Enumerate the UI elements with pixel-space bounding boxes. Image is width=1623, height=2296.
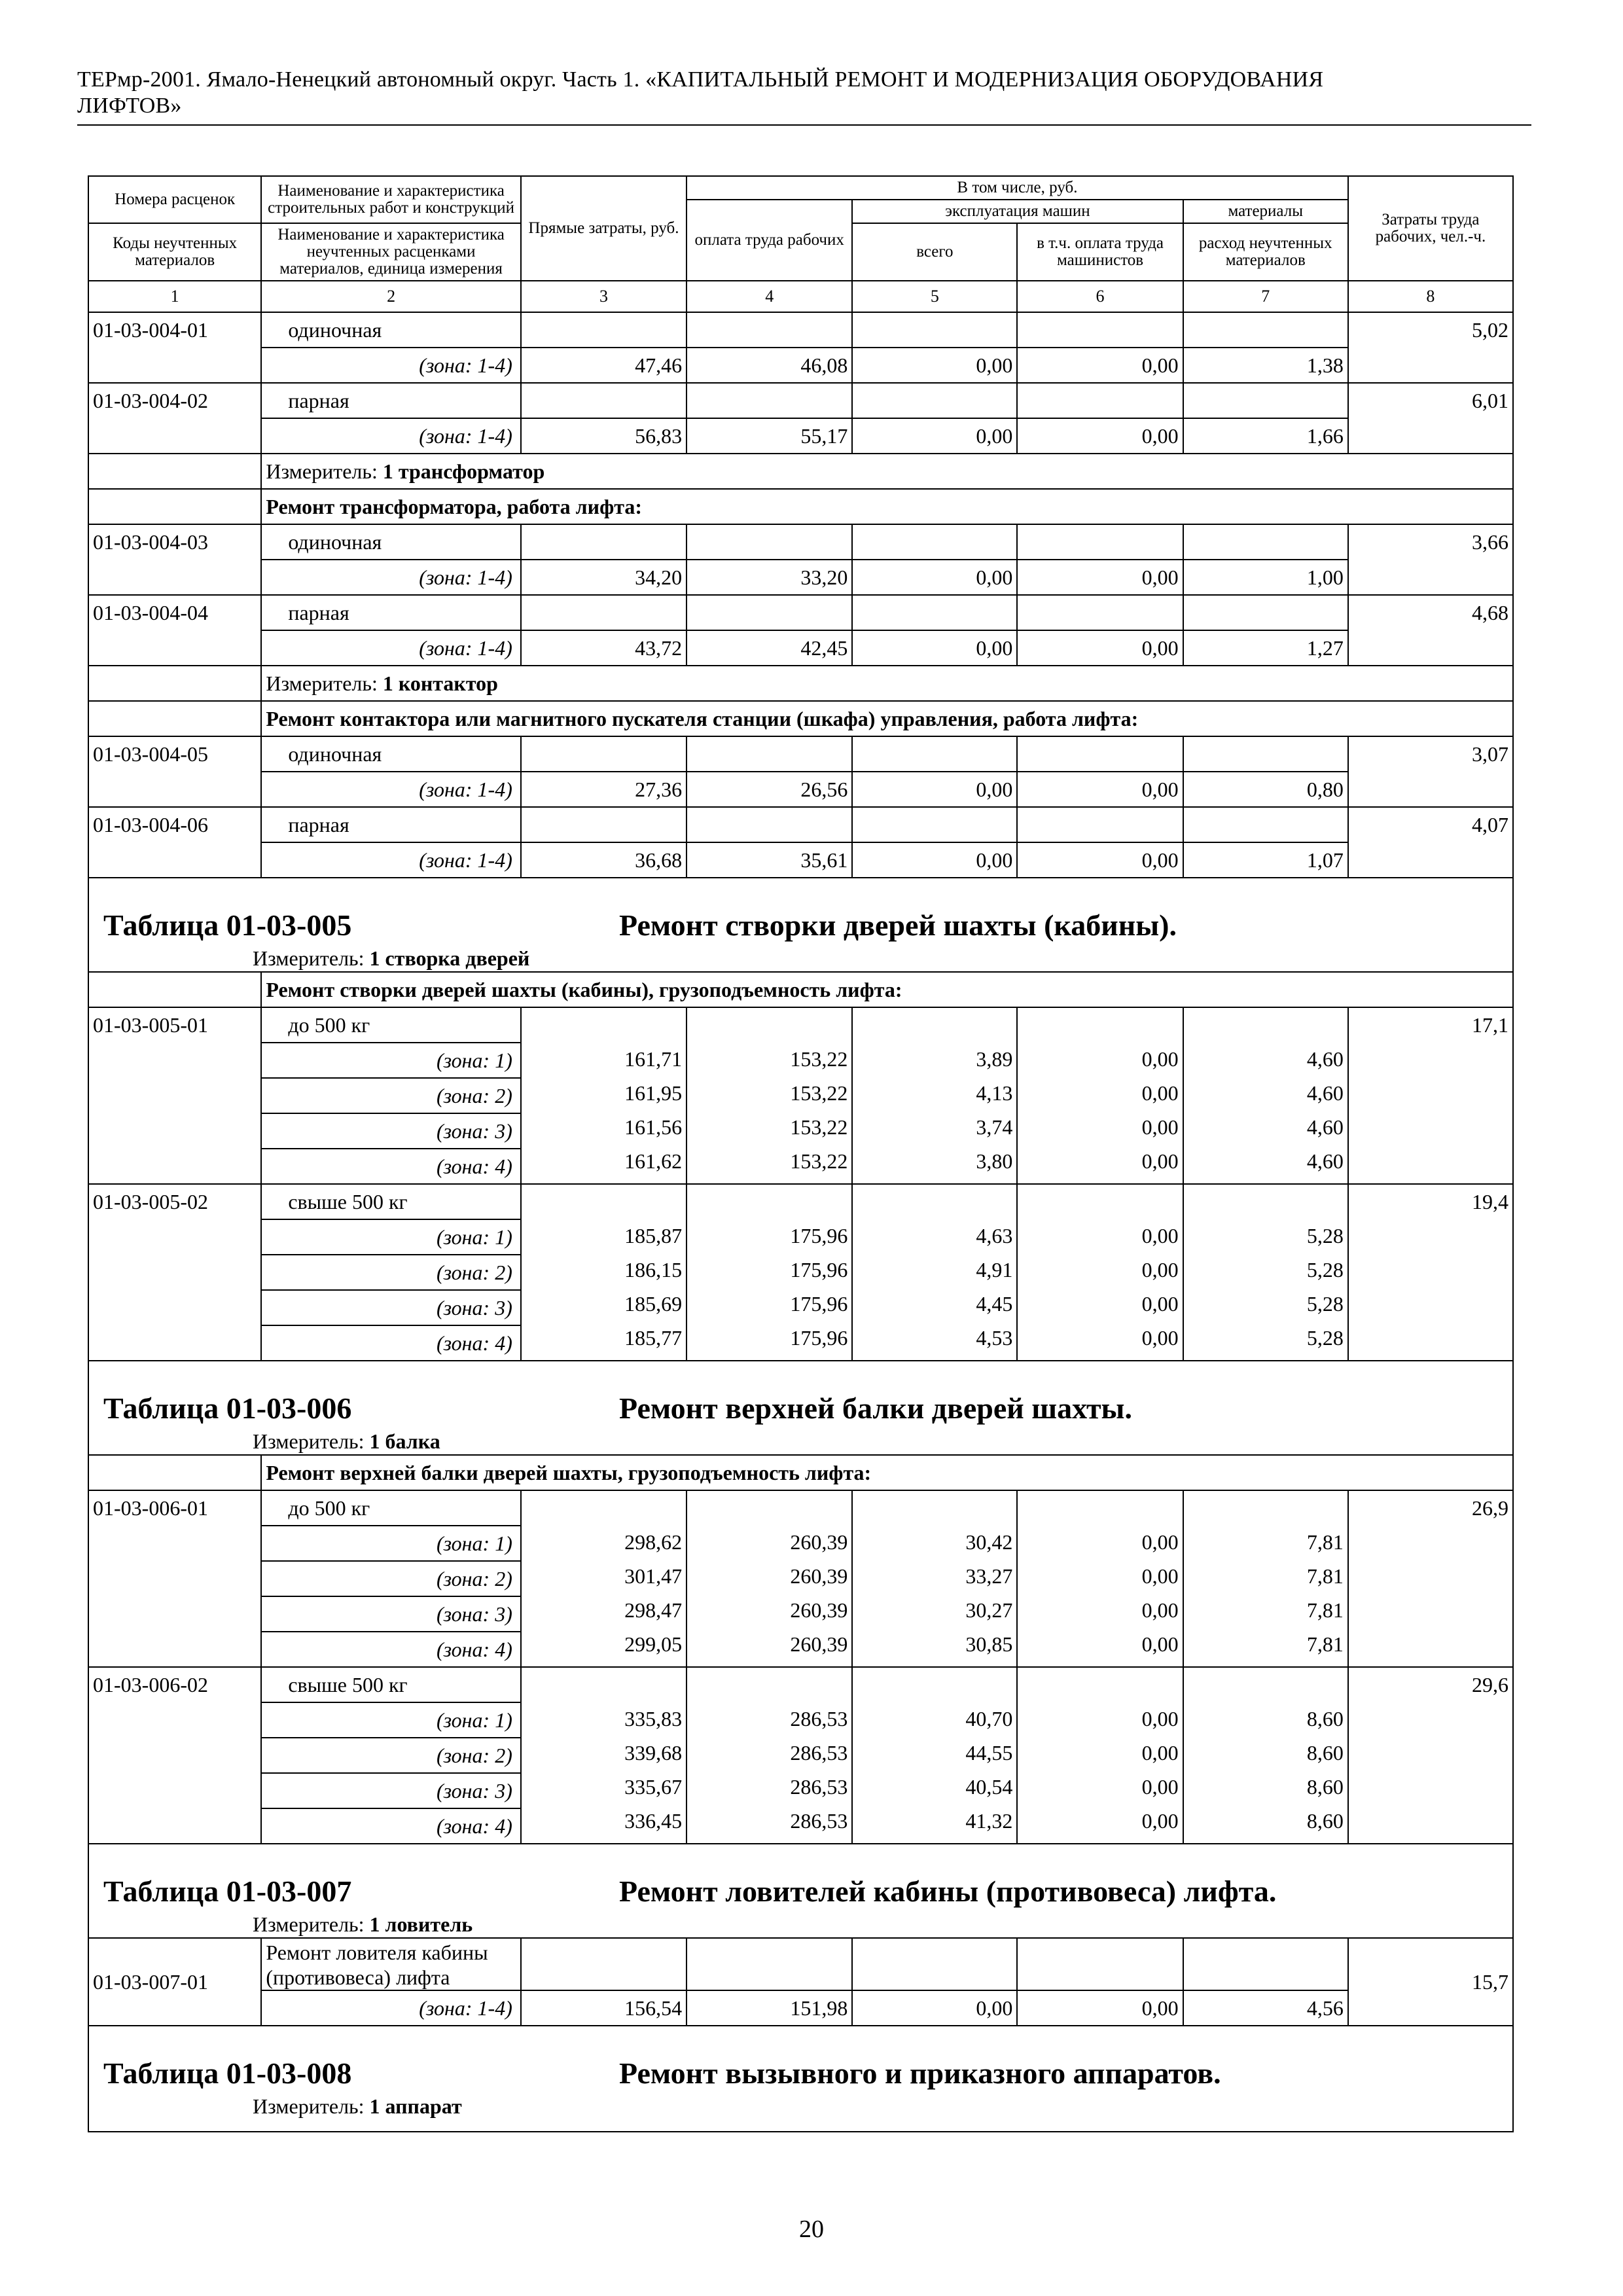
zone-row <box>88 348 1513 383</box>
materials-column <box>1183 1007 1348 1184</box>
rate-row <box>88 383 1513 418</box>
direct-cost: 185,87 <box>624 1224 683 1247</box>
wages: 153,22 <box>790 1081 848 1105</box>
machinist-wages: 0,00 <box>1141 1775 1179 1799</box>
materials: 1,27 <box>1183 630 1348 666</box>
table-number: Таблица 01-03-006 <box>103 1391 352 1425</box>
table-number: Таблица 01-03-005 <box>103 908 352 942</box>
zone-label: (зона: 2) <box>261 1255 521 1290</box>
meter-row <box>88 945 1513 972</box>
table-number: Таблица 01-03-008 <box>103 2056 352 2090</box>
rate-name: до 500 кг <box>261 1007 521 1043</box>
meter-label: Измеритель: <box>253 946 370 970</box>
column-number: 2 <box>261 281 521 312</box>
labor-cost: 26,9 <box>1348 1490 1513 1667</box>
zone-label: (зона: 3) <box>261 1290 521 1325</box>
machinist-wages: 0,00 <box>1017 772 1183 807</box>
materials: 8,60 <box>1306 1775 1344 1799</box>
zone-label: (зона: 1-4) <box>261 418 521 454</box>
zone-row <box>88 630 1513 666</box>
materials: 4,56 <box>1183 1990 1348 2026</box>
machinist-wages: 0,00 <box>1141 1149 1179 1173</box>
machinist-wages: 0,00 <box>1017 418 1183 454</box>
machinist-wages: 0,00 <box>1141 1809 1179 1833</box>
materials: 5,28 <box>1306 1292 1344 1316</box>
machinist-wages: 0,00 <box>1141 1707 1179 1731</box>
direct-cost-column <box>521 1667 687 1844</box>
meter-row <box>88 454 1513 489</box>
zone-label: (зона: 1) <box>261 1219 521 1255</box>
materials: 5,28 <box>1306 1326 1344 1350</box>
meter-row <box>88 1911 1513 1938</box>
wages: 46,08 <box>687 348 852 383</box>
machinist-wages-column <box>1017 1007 1183 1184</box>
machinist-wages: 0,00 <box>1141 1598 1179 1622</box>
materials-column <box>1183 1184 1348 1361</box>
rate-row <box>88 1184 1513 1219</box>
rate-code: 01-03-004-03 <box>88 524 261 595</box>
zone-label: (зона: 1-4) <box>261 630 521 666</box>
section-title-row <box>88 701 1513 736</box>
direct-cost-column <box>521 1184 687 1361</box>
wages: 35,61 <box>687 842 852 878</box>
direct-cost: 299,05 <box>624 1632 683 1656</box>
direct-cost: 335,67 <box>624 1775 683 1799</box>
materials: 8,60 <box>1306 1809 1344 1833</box>
wages-column <box>687 1007 852 1184</box>
materials: 7,81 <box>1306 1530 1344 1554</box>
zone-row <box>88 560 1513 595</box>
direct-cost: 336,45 <box>624 1809 683 1833</box>
materials: 4,60 <box>1306 1081 1344 1105</box>
wages-column <box>687 1667 852 1844</box>
machines-total: 30,42 <box>965 1530 1013 1554</box>
direct-cost: 161,71 <box>624 1047 683 1071</box>
zone-label: (зона: 1-4) <box>261 348 521 383</box>
machinist-wages: 0,00 <box>1141 1741 1179 1765</box>
direct-cost-column <box>521 1007 687 1184</box>
col-materialy: материалы <box>1183 200 1348 223</box>
header-line-2: ЛИФТОВ» <box>77 94 182 118</box>
meter-row <box>88 2093 1513 2132</box>
table-name: Ремонт створки дверей шахты (кабины). <box>619 908 1177 942</box>
machines-total: 30,27 <box>965 1598 1013 1622</box>
zone-label: (зона: 4) <box>261 1149 521 1184</box>
machines-total-column <box>852 1667 1017 1844</box>
wages: 175,96 <box>790 1258 848 1282</box>
section-title: Ремонт створки дверей шахты (кабины), грузоподъемность лифта: <box>261 972 1513 1007</box>
wages: 153,22 <box>790 1115 848 1139</box>
rate-code: 01-03-004-01 <box>88 312 261 383</box>
machinist-wages: 0,00 <box>1017 842 1183 878</box>
wages: 175,96 <box>790 1326 848 1350</box>
machinist-wages-column <box>1017 1490 1183 1667</box>
col-zatraty: Затраты труда рабочих, чел.-ч. <box>1348 176 1513 281</box>
labor-cost: 5,02 <box>1348 312 1513 383</box>
machines-total: 3,89 <box>976 1047 1013 1071</box>
machines-total: 0,00 <box>852 1990 1017 2026</box>
table-name: Ремонт вызывного и приказного аппаратов. <box>619 2056 1221 2090</box>
machinist-wages: 0,00 <box>1141 1326 1179 1350</box>
machines-total: 3,74 <box>976 1115 1013 1139</box>
wages-column <box>687 1184 852 1361</box>
materials: 4,60 <box>1306 1149 1344 1173</box>
machines-total: 4,91 <box>976 1258 1013 1282</box>
zone-row <box>88 1990 1513 2026</box>
rate-name: одиночная <box>261 736 521 772</box>
table-name: Ремонт ловителей кабины (противовеса) лифта. <box>619 1874 1277 1908</box>
zone-label: (зона: 1-4) <box>261 1990 521 2026</box>
header-rule <box>77 124 1531 126</box>
zone-label: (зона: 1-4) <box>261 560 521 595</box>
materials: 5,28 <box>1306 1224 1344 1247</box>
zone-label: (зона: 4) <box>261 1325 521 1361</box>
wages: 26,56 <box>687 772 852 807</box>
direct-cost: 161,62 <box>624 1149 683 1173</box>
materials: 0,80 <box>1183 772 1348 807</box>
meter-value: 1 контактор <box>382 672 498 695</box>
page-header <box>77 67 1530 119</box>
machines-total: 4,63 <box>976 1224 1013 1247</box>
direct-cost: 339,68 <box>624 1741 683 1765</box>
materials: 4,60 <box>1306 1047 1344 1071</box>
machinist-wages: 0,00 <box>1141 1224 1179 1247</box>
rate-name: до 500 кг <box>261 1490 521 1526</box>
rate-name: свыше 500 кг <box>261 1184 521 1219</box>
rate-row <box>88 1667 1513 1702</box>
wages: 286,53 <box>790 1741 848 1765</box>
column-numbers-row <box>88 281 1513 312</box>
machinist-wages: 0,00 <box>1141 1258 1179 1282</box>
meter-value: 1 трансформатор <box>382 459 545 483</box>
wages: 55,17 <box>687 418 852 454</box>
column-number: 7 <box>1183 281 1348 312</box>
zone-label: (зона: 1) <box>261 1526 521 1561</box>
rate-row <box>88 1007 1513 1043</box>
rate-code: 01-03-006-02 <box>88 1667 261 1844</box>
column-number: 1 <box>88 281 261 312</box>
machines-total: 44,55 <box>965 1741 1013 1765</box>
direct-cost: 56,83 <box>521 418 687 454</box>
materials: 1,66 <box>1183 418 1348 454</box>
machinist-wages: 0,00 <box>1141 1564 1179 1588</box>
machines-total: 0,00 <box>852 418 1017 454</box>
rate-row <box>88 736 1513 772</box>
rate-code: 01-03-004-05 <box>88 736 261 807</box>
rate-row <box>88 312 1513 348</box>
zone-label: (зона: 1) <box>261 1702 521 1738</box>
section-title-row <box>88 489 1513 524</box>
direct-cost: 185,69 <box>624 1292 683 1316</box>
meter-label: Измеритель: <box>253 2094 370 2118</box>
wages: 260,39 <box>790 1530 848 1554</box>
labor-cost: 3,66 <box>1348 524 1513 595</box>
wages: 260,39 <box>790 1564 848 1588</box>
wages: 153,22 <box>790 1047 848 1071</box>
meter-row <box>88 1428 1513 1455</box>
machines-total: 0,00 <box>852 842 1017 878</box>
zone-label: (зона: 1) <box>261 1043 521 1078</box>
materials: 1,07 <box>1183 842 1348 878</box>
wages: 286,53 <box>790 1809 848 1833</box>
machines-total: 0,00 <box>852 630 1017 666</box>
materials: 8,60 <box>1306 1741 1344 1765</box>
col-vsego: всего <box>852 223 1017 281</box>
column-number: 8 <box>1348 281 1513 312</box>
meter-value: 1 балка <box>369 1429 440 1453</box>
rate-code: 01-03-004-02 <box>88 383 261 454</box>
machines-total-column <box>852 1007 1017 1184</box>
rate-code: 01-03-005-01 <box>88 1007 261 1184</box>
zone-label: (зона: 3) <box>261 1596 521 1632</box>
zone-row <box>88 842 1513 878</box>
wages: 151,98 <box>687 1990 852 2026</box>
machines-total: 0,00 <box>852 560 1017 595</box>
machines-total: 33,27 <box>965 1564 1013 1588</box>
machines-total: 0,00 <box>852 348 1017 383</box>
meter-label: Измеритель: <box>266 672 383 695</box>
rate-name: парная <box>261 383 521 418</box>
labor-cost: 4,68 <box>1348 595 1513 666</box>
zone-label: (зона: 1-4) <box>261 772 521 807</box>
direct-cost: 47,46 <box>521 348 687 383</box>
section-title-row <box>88 972 1513 1007</box>
machines-total: 4,53 <box>976 1326 1013 1350</box>
rate-code: 01-03-005-02 <box>88 1184 261 1361</box>
zone-label: (зона: 4) <box>261 1808 521 1844</box>
col-oplata: оплата труда рабочих <box>687 200 852 281</box>
machinist-wages: 0,00 <box>1141 1530 1179 1554</box>
direct-cost: 36,68 <box>521 842 687 878</box>
meter-value: 1 аппарат <box>369 2094 462 2118</box>
direct-cost: 335,83 <box>624 1707 683 1731</box>
table-number: Таблица 01-03-007 <box>103 1874 352 1908</box>
table-heading-row <box>88 1361 1513 1428</box>
zone-label: (зона: 2) <box>261 1738 521 1773</box>
zone-row <box>88 418 1513 454</box>
wages-column <box>687 1490 852 1667</box>
zone-label: (зона: 3) <box>261 1113 521 1149</box>
section-title: Ремонт трансформатора, работа лифта: <box>261 489 1513 524</box>
rate-row <box>88 1490 1513 1526</box>
rate-name: одиночная <box>261 524 521 560</box>
materials: 8,60 <box>1306 1707 1344 1731</box>
col-kody: Коды неучтенных материалов <box>88 223 261 281</box>
machines-total: 41,32 <box>965 1809 1013 1833</box>
machinist-wages-column <box>1017 1667 1183 1844</box>
col-vt-oplata: в т.ч. оплата труда машинистов <box>1017 223 1183 281</box>
rate-row <box>88 1938 1513 1990</box>
direct-cost-column <box>521 1490 687 1667</box>
direct-cost: 298,47 <box>624 1598 683 1622</box>
section-title-row <box>88 1455 1513 1490</box>
rate-row <box>88 524 1513 560</box>
rate-name: одиночная <box>261 312 521 348</box>
column-number: 4 <box>687 281 852 312</box>
rate-name: Ремонт ловителя кабины (противовеса) лифта <box>261 1938 521 1990</box>
meter-value: 1 ловитель <box>369 1912 473 1936</box>
materials: 4,60 <box>1306 1115 1344 1139</box>
column-number: 3 <box>521 281 687 312</box>
machines-total: 40,54 <box>965 1775 1013 1799</box>
table-heading-row <box>88 2026 1513 2093</box>
materials: 7,81 <box>1306 1598 1344 1622</box>
machinist-wages: 0,00 <box>1017 348 1183 383</box>
direct-cost: 186,15 <box>624 1258 683 1282</box>
direct-cost: 156,54 <box>521 1990 687 2026</box>
materials: 5,28 <box>1306 1258 1344 1282</box>
machinist-wages: 0,00 <box>1141 1115 1179 1139</box>
materials: 1,38 <box>1183 348 1348 383</box>
wages: 175,96 <box>790 1224 848 1247</box>
table-name: Ремонт верхней балки дверей шахты. <box>619 1391 1132 1425</box>
meter-label: Измеритель: <box>266 459 383 483</box>
col-v-tom-chisle: В том числе, руб. <box>687 176 1348 200</box>
labor-cost: 19,4 <box>1348 1184 1513 1361</box>
machines-total: 3,80 <box>976 1149 1013 1173</box>
zone-label: (зона: 2) <box>261 1561 521 1596</box>
labor-cost: 3,07 <box>1348 736 1513 807</box>
machinist-wages-column <box>1017 1184 1183 1361</box>
header-row-1 <box>88 176 1513 200</box>
rate-code: 01-03-004-04 <box>88 595 261 666</box>
rate-code: 01-03-004-06 <box>88 807 261 878</box>
meter-label: Измеритель: <box>253 1429 370 1453</box>
machinist-wages: 0,00 <box>1017 560 1183 595</box>
machinist-wages: 0,00 <box>1017 1990 1183 2026</box>
section-title: Ремонт верхней балки дверей шахты, грузоподъемность лифта: <box>261 1455 1513 1490</box>
zone-label: (зона: 1-4) <box>261 842 521 878</box>
machines-total: 30,85 <box>965 1632 1013 1656</box>
rate-name: парная <box>261 595 521 630</box>
direct-cost: 301,47 <box>624 1564 683 1588</box>
machinist-wages: 0,00 <box>1141 1632 1179 1656</box>
zone-label: (зона: 3) <box>261 1773 521 1808</box>
machines-total-column <box>852 1184 1017 1361</box>
machinist-wages: 0,00 <box>1017 630 1183 666</box>
materials-column <box>1183 1490 1348 1667</box>
direct-cost: 298,62 <box>624 1530 683 1554</box>
direct-cost: 34,20 <box>521 560 687 595</box>
machines-total: 40,70 <box>965 1707 1013 1731</box>
table-heading-row <box>88 1844 1513 1911</box>
zone-row <box>88 772 1513 807</box>
materials: 7,81 <box>1306 1632 1344 1656</box>
wages: 153,22 <box>790 1149 848 1173</box>
page-number: 20 <box>799 2215 824 2243</box>
labor-cost: 6,01 <box>1348 383 1513 454</box>
labor-cost: 29,6 <box>1348 1667 1513 1844</box>
meter-label: Измеритель: <box>253 1912 370 1936</box>
rate-row <box>88 807 1513 842</box>
materials-column <box>1183 1667 1348 1844</box>
col-pryamye: Прямые затраты, руб. <box>521 176 687 281</box>
rate-code: 01-03-006-01 <box>88 1490 261 1667</box>
direct-cost: 27,36 <box>521 772 687 807</box>
rate-name: свыше 500 кг <box>261 1667 521 1702</box>
zone-label: (зона: 4) <box>261 1632 521 1667</box>
header-line-1: ТЕРмр-2001. Ямало-Ненецкий автономный округ. Часть 1. «КАПИТАЛЬНЫЙ РЕМОНТ И МОДЕРНИЗАЦИЯ ОБОРУДОВАНИЯ <box>77 67 1324 92</box>
machinist-wages: 0,00 <box>1141 1292 1179 1316</box>
wages: 286,53 <box>790 1707 848 1731</box>
table-heading-row <box>88 878 1513 945</box>
rates-table <box>88 175 1514 2132</box>
machines-total: 4,13 <box>976 1081 1013 1105</box>
column-number: 5 <box>852 281 1017 312</box>
rate-row <box>88 595 1513 630</box>
rate-name: парная <box>261 807 521 842</box>
labor-cost: 17,1 <box>1348 1007 1513 1184</box>
meter-value: 1 створка дверей <box>369 946 530 970</box>
wages: 42,45 <box>687 630 852 666</box>
wages: 260,39 <box>790 1632 848 1656</box>
wages: 260,39 <box>790 1598 848 1622</box>
zone-label: (зона: 2) <box>261 1078 521 1113</box>
direct-cost: 161,95 <box>624 1081 683 1105</box>
column-number: 6 <box>1017 281 1183 312</box>
direct-cost: 43,72 <box>521 630 687 666</box>
materials: 1,00 <box>1183 560 1348 595</box>
machines-total-column <box>852 1490 1017 1667</box>
wages: 286,53 <box>790 1775 848 1799</box>
col-ekspl: эксплуатация машин <box>852 200 1183 223</box>
rate-code: 01-03-007-01 <box>88 1938 261 2026</box>
machines-total: 0,00 <box>852 772 1017 807</box>
materials: 7,81 <box>1306 1564 1344 1588</box>
col-naim: Наименование и характеристика строительных работ и конструкций <box>261 176 521 223</box>
machinist-wages: 0,00 <box>1141 1081 1179 1105</box>
col-naim2: Наименование и характеристика неучтенных расценками материалов, единица измерения <box>261 223 521 281</box>
labor-cost: 4,07 <box>1348 807 1513 878</box>
machines-total: 4,45 <box>976 1292 1013 1316</box>
section-title: Ремонт контактора или магнитного пускателя станции (шкафа) управления, работа лифта: <box>261 701 1513 736</box>
meter-row <box>88 666 1513 701</box>
labor-cost: 15,7 <box>1348 1938 1513 2026</box>
wages: 33,20 <box>687 560 852 595</box>
col-rashod: расход неучтенных материалов <box>1183 223 1348 281</box>
direct-cost: 161,56 <box>624 1115 683 1139</box>
wages: 175,96 <box>790 1292 848 1316</box>
machinist-wages: 0,00 <box>1141 1047 1179 1071</box>
col-nomera: Номера расценок <box>88 176 261 223</box>
direct-cost: 185,77 <box>624 1326 683 1350</box>
